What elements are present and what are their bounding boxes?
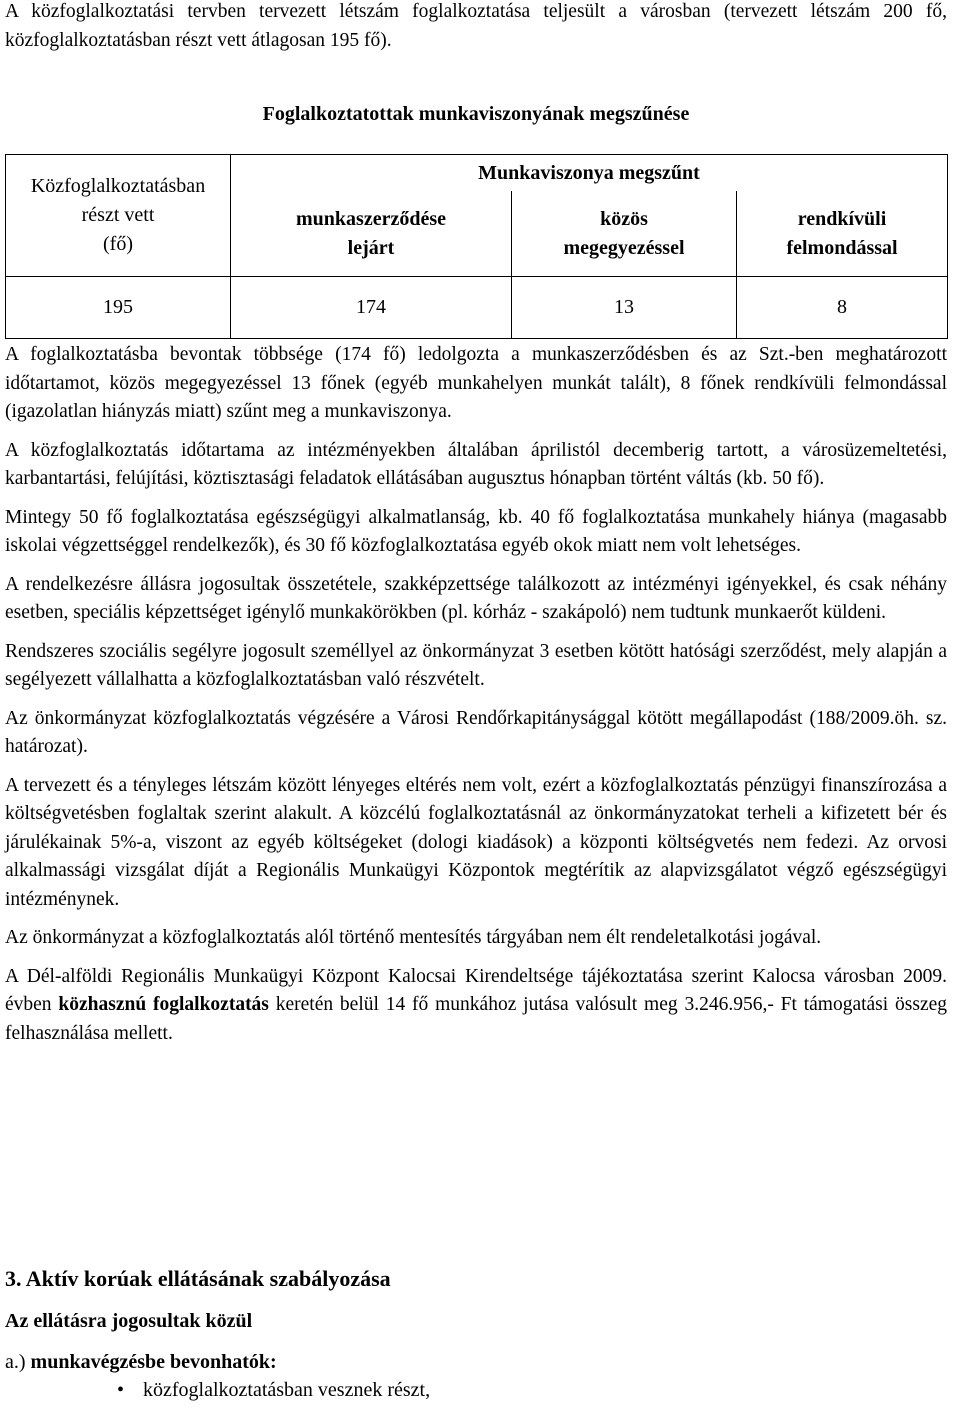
header-extraordinary: rendkívüli felmondással xyxy=(737,191,948,277)
table-caption: Foglalkoztatottak munkaviszonyának megszűnése xyxy=(262,103,690,125)
list-marker: a.) xyxy=(5,1351,26,1373)
intro-paragraph: A közfoglalkoztatási tervben tervezett létszám foglalkoztatása teljesült a városban (tervezett létszám 200 fő, közfoglalkoztatásban részt vett átlagosan 195 fő). xyxy=(5,1,947,51)
header-mutual: közös megegyezéssel xyxy=(512,191,737,277)
paragraph: Az önkormányzat a közfoglalkoztatás alól történő mentesítés tárgyában nem élt rendeletalkotási jogával. xyxy=(5,927,822,948)
bold-phrase: közhasznú foglalkoztatás xyxy=(58,994,269,1015)
header-expired: munkaszerződése lejárt xyxy=(231,191,512,277)
list-item-label: munkavégzésbe bevonhatók: xyxy=(30,1351,277,1373)
bullet-item: • közfoglalkoztatásban vesznek részt, xyxy=(117,1379,431,1401)
paragraph: A foglalkoztatásba bevontak többsége (174 fő) ledolgozta a munkaszerződésben és az Szt.-ben meghatározott időtartamot, közös megegyezéssel 13 főnek (egyéb munkahelyen munkát talált), 8 főnek rendkívüli felmondással (igazolatlan hiányzás miatt) szűnt meg a munkaviszonya. xyxy=(5,344,947,422)
list-item-a xyxy=(5,1351,277,1374)
header-group-terminated: Munkaviszonya megszűnt xyxy=(231,155,948,192)
paragraph: Mintegy 50 fő foglalkoztatása egészségügyi alkalmatlanság, kb. 40 fő foglalkoztatása munkahely hiánya (magasabb iskolai végzettséggel rendelkezők), és 30 fő közfoglalkoztatása egyéb okok miatt nem volt lehetséges. xyxy=(5,506,947,556)
subheading: Az ellátásra jogosultak közül xyxy=(5,1310,253,1332)
paragraph: A rendelkezésre állásra jogosultak összetétele, szakképzettsége találkozott az intézményi igényekkel, és csak néhány esetben, speciális képzettséget igénylő munkakörökben (pl. kórház - szakápoló) nem tudtunk munkaerőt küldeni. xyxy=(5,573,947,623)
termination-table xyxy=(5,154,948,339)
paragraph-last: A Dél-alföldi Regionális Munkaügyi Központ Kalocsai Kirendeltsége tájékoztatása szerint Kalocsa városban 2009. évben közhasznú foglalkoztatás keretén belül 14 fő munkához jutása valósult meg 3.246.956,- Ft támogatási összeg felhasználása mellett. xyxy=(5,965,947,1044)
paragraph: Az önkormányzat közfoglalkoztatás végzésére a Városi Rendőrkapitánysággal kötött megállapodást (188/2009.öh. sz. határozat). xyxy=(5,707,947,757)
value-participated: 195 xyxy=(6,277,231,339)
value-extraordinary: 8 xyxy=(737,277,948,339)
section-heading: 3. Aktív korúak ellátásának szabályozása xyxy=(5,1266,391,1291)
paragraph: Rendszeres szociális segélyre jogosult személlyel az önkormányzat 3 esetben kötött hatósági szerződést, mely alapján a segélyezett vállalhatta a közfoglalkoztatásban való részvételt. xyxy=(5,640,947,690)
body-text xyxy=(5,341,947,1058)
header-participated: Közfoglalkoztatásban részt vett (fő) xyxy=(6,155,231,277)
value-mutual: 13 xyxy=(512,277,737,339)
bullet-icon: • xyxy=(117,1379,125,1401)
paragraph: A tervezett és a tényleges létszám között lényeges eltérés nem volt, ezért a közfoglalkoztatás pénzügyi finanszírozása a költségvetésben foglaltak szerint alakult. A közcélú foglalkoztatásnál az önkormányzatokat terheli a kifizetett bér és járulékainak 5%-a, viszont az egyéb költségeket (dologi kiadások) a központi költségvetés nem fedezi. Az orvosi alkalmassági vizsgálat díját a Regionális Munkaügyi Központok megtérítik az alapvizsgálatot végző egészségügyi intézménynek. xyxy=(5,774,947,910)
value-expired: 174 xyxy=(231,277,512,339)
paragraph: A közfoglalkoztatás időtartama az intézményekben általában áprilistól decemberig tartott, a városüzemeltetési, karbantartási, felújítási, köztisztasági feladatok ellátásában augusztus hónapban történt váltás (kb. 50 fő). xyxy=(5,439,947,489)
